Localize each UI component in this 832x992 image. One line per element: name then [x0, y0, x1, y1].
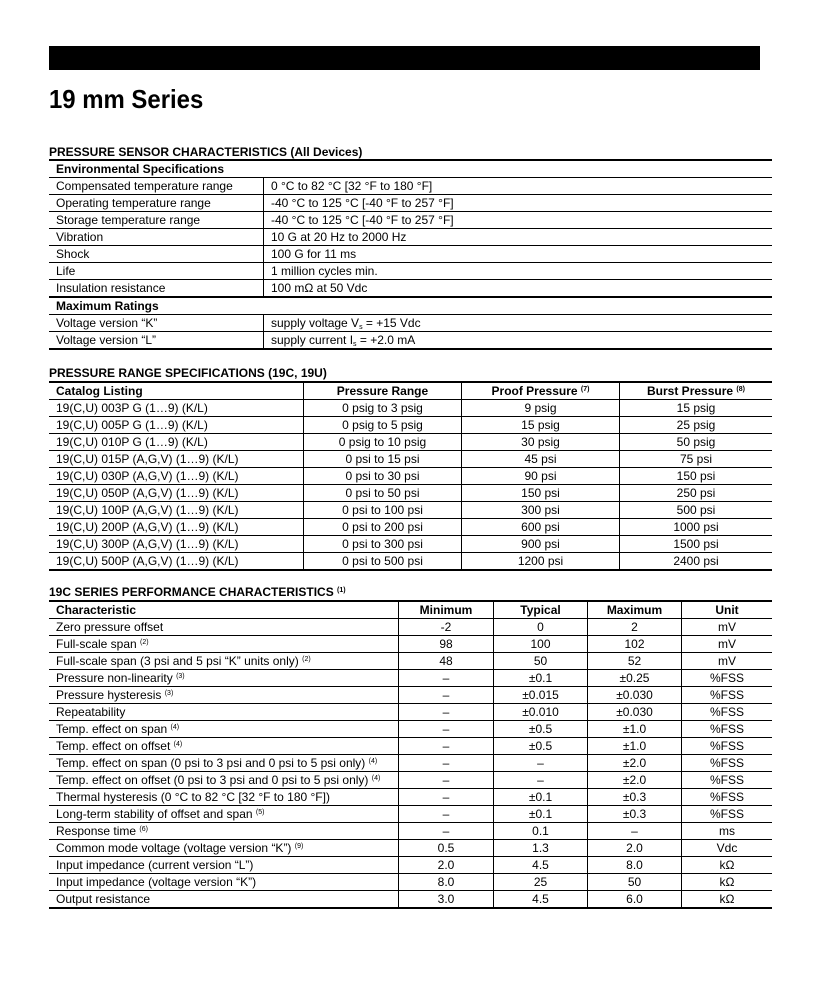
range-cell: 0 psi to 200 psi: [304, 519, 462, 536]
characteristic-cell: [49, 891, 399, 909]
table-row: [49, 891, 772, 909]
table-row: [49, 502, 772, 519]
performance-table: [49, 600, 772, 909]
characteristic-label: Pressure non-linearity: [56, 671, 173, 685]
footnote-ref: (2): [140, 639, 149, 646]
proof-cell: 300 psi: [462, 502, 620, 519]
min-cell: –: [399, 670, 494, 687]
min-cell: –: [399, 772, 494, 789]
col-header-minimum: Minimum: [399, 601, 494, 619]
value-suffix: = +2.0 mA: [356, 333, 416, 347]
table-row: [49, 468, 772, 485]
typ-cell: ±0.1: [494, 670, 588, 687]
characteristic-label: Full-scale span (3 psi and 5 psi “K” units only): [56, 654, 299, 668]
value-prefix: supply current I: [271, 333, 354, 347]
table-row: [49, 451, 772, 468]
table-row: [49, 400, 772, 417]
unit-cell: mV: [682, 636, 773, 653]
min-cell: –: [399, 806, 494, 823]
catalog-cell: 19(C,U) 015P (A,G,V) (1…9) (K/L): [49, 451, 304, 468]
footnote-ref: (2): [302, 656, 311, 663]
table-header-row: [49, 382, 772, 400]
characteristic-cell: [49, 840, 399, 857]
min-cell: 0.5: [399, 840, 494, 857]
characteristic-cell: [49, 738, 399, 755]
typ-cell: ±0.1: [494, 789, 588, 806]
max-cell: ±0.030: [588, 704, 682, 721]
typ-cell: 0.1: [494, 823, 588, 840]
spec-label: Life: [49, 263, 264, 280]
table-row: [49, 857, 772, 874]
table-row: [49, 670, 772, 687]
col-header-maximum: Maximum: [588, 601, 682, 619]
section-title-sensor-characteristics: PRESSURE SENSOR CHARACTERISTICS (All Devices): [49, 145, 363, 159]
characteristic-label: Temp. effect on offset: [56, 739, 171, 753]
sensor-characteristics-table: [49, 159, 772, 350]
col-header-range: Pressure Range: [304, 382, 462, 400]
footnote-ref: (5): [255, 809, 265, 816]
characteristic-label: Output resistance: [56, 892, 151, 906]
footnote-ref: (3): [176, 673, 185, 680]
max-cell: –: [588, 823, 682, 840]
footnote-ref: (3): [164, 690, 174, 697]
value-prefix: supply voltage V: [271, 316, 360, 330]
min-cell: 2.0: [399, 857, 494, 874]
spec-label: Storage temperature range: [49, 212, 264, 229]
proof-cell: 600 psi: [462, 519, 620, 536]
min-cell: 3.0: [399, 891, 494, 909]
spec-label: Voltage version “L”: [49, 332, 264, 350]
characteristic-label: Response time: [56, 824, 137, 838]
max-cell: ±2.0: [588, 772, 682, 789]
unit-cell: ms: [682, 823, 773, 840]
max-cell: ±0.25: [588, 670, 682, 687]
unit-cell: %FSS: [682, 755, 773, 772]
characteristic-cell: [49, 772, 399, 789]
table-row: [49, 417, 772, 434]
burst-cell: 15 psig: [620, 400, 773, 417]
col-header-typical: Typical: [494, 601, 588, 619]
min-cell: –: [399, 823, 494, 840]
characteristic-cell: [49, 874, 399, 891]
range-cell: 0 psig to 10 psig: [304, 434, 462, 451]
typ-cell: ±0.015: [494, 687, 588, 704]
spec-value: 100 G for 11 ms: [264, 246, 773, 263]
table-row: [49, 212, 772, 229]
catalog-cell: 19(C,U) 100P (A,G,V) (1…9) (K/L): [49, 502, 304, 519]
unit-cell: kΩ: [682, 857, 773, 874]
catalog-cell: 19(C,U) 200P (A,G,V) (1…9) (K/L): [49, 519, 304, 536]
max-cell: 52: [588, 653, 682, 670]
catalog-cell: 19(C,U) 003P G (1…9) (K/L): [49, 400, 304, 417]
table-row: [49, 536, 772, 553]
characteristic-cell: [49, 823, 399, 840]
unit-cell: %FSS: [682, 687, 773, 704]
unit-cell: %FSS: [682, 738, 773, 755]
table-row: [49, 789, 772, 806]
table-row: [49, 246, 772, 263]
footnote-ref: (4): [173, 741, 183, 748]
burst-cell: 2400 psi: [673, 554, 719, 568]
table-row: [49, 823, 772, 840]
col-header-unit: Unit: [682, 601, 773, 619]
characteristic-cell: [49, 619, 399, 636]
characteristic-label: Temp. effect on span (0 psi to 3 psi and 0 psi to 5 psi only): [56, 756, 366, 770]
typ-cell: ±0.010: [494, 704, 588, 721]
value-subscript: s: [353, 341, 357, 348]
table-row: [49, 874, 772, 891]
table-row: [49, 772, 772, 789]
min-cell: –: [399, 721, 494, 738]
table-row: [49, 195, 772, 212]
spec-value: -40 °C to 125 °C [-40 °F to 257 °F]: [264, 195, 773, 212]
unit-cell: %FSS: [682, 806, 773, 823]
proof-cell: 30 psig: [462, 434, 620, 451]
col-header-catalog: Catalog Listing: [49, 382, 304, 400]
max-cell: ±0.3: [588, 806, 682, 823]
spec-value: 100 mΩ at 50 Vdc: [264, 280, 773, 298]
typ-cell: –: [494, 772, 588, 789]
max-cell: ±1.0: [588, 738, 682, 755]
characteristic-label: Repeatability: [56, 705, 126, 719]
max-cell: 8.0: [588, 857, 682, 874]
catalog-cell: 19(C,U) 005P G (1…9) (K/L): [49, 417, 304, 434]
pressure-range-table: [49, 381, 772, 571]
section-title-performance: 19C SERIES PERFORMANCE CHARACTERISTICS $^{(1)}$: [49, 585, 346, 599]
unit-cell: %FSS: [682, 670, 773, 687]
table-row: [49, 485, 772, 502]
section-title-pressure-range: PRESSURE RANGE SPECIFICATIONS (19C, 19U): [49, 366, 327, 380]
header-bar: [49, 46, 760, 70]
typ-cell: 1.3: [494, 840, 588, 857]
proof-cell: 90 psi: [462, 468, 620, 485]
max-cell: ±2.0: [588, 755, 682, 772]
typ-cell: ±0.1: [494, 806, 588, 823]
footnote-ref: (4): [371, 775, 381, 782]
catalog-cell: 19(C,U) 300P (A,G,V) (1…9) (K/L): [49, 536, 304, 553]
proof-cell: 15 psig: [462, 417, 620, 434]
min-cell: 8.0: [399, 874, 494, 891]
max-cell: ±0.3: [588, 789, 682, 806]
proof-cell: 1200 psi: [462, 553, 620, 571]
group-heading: Maximum Ratings: [49, 297, 772, 315]
characteristic-cell: [49, 806, 399, 823]
proof-cell: 150 psi: [462, 485, 620, 502]
unit-cell: mV: [682, 619, 773, 636]
table-row: [49, 315, 772, 332]
footnote-ref: (9): [294, 843, 304, 850]
unit-cell: %FSS: [682, 772, 773, 789]
spec-value: [264, 315, 773, 332]
characteristic-cell: [49, 857, 399, 874]
spec-label: Vibration: [49, 229, 264, 246]
min-cell: –: [399, 789, 494, 806]
characteristic-label: Input impedance (current version “L”): [56, 858, 254, 872]
unit-cell: kΩ: [719, 892, 735, 906]
characteristic-cell: [49, 670, 399, 687]
max-ratings-heading-row: [49, 297, 772, 315]
typ-cell: 50: [494, 653, 588, 670]
typ-cell: 25: [494, 874, 588, 891]
range-cell: 0 psi to 300 psi: [304, 536, 462, 553]
table-row: [49, 806, 772, 823]
proof-cell: 900 psi: [462, 536, 620, 553]
typ-cell: 0: [494, 619, 588, 636]
proof-cell: 45 psi: [462, 451, 620, 468]
spec-label: Operating temperature range: [49, 195, 264, 212]
spec-label: Insulation resistance: [49, 280, 264, 298]
max-cell: 102: [588, 636, 682, 653]
table-row: [49, 263, 772, 280]
characteristic-label: Common mode voltage (voltage version “K”): [56, 841, 292, 855]
table-row: [49, 704, 772, 721]
range-cell: 0 psi to 100 psi: [304, 502, 462, 519]
footnote-ref: (4): [368, 758, 378, 765]
table-row: [49, 653, 772, 670]
characteristic-label: Temp. effect on span: [56, 722, 168, 736]
table-row: [49, 755, 772, 772]
burst-cell: 1500 psi: [620, 536, 773, 553]
min-cell: –: [399, 738, 494, 755]
characteristic-cell: [49, 653, 399, 670]
env-heading-row: [49, 160, 772, 178]
table-row: [49, 721, 772, 738]
footnote-ref: (4): [170, 724, 180, 731]
catalog-cell: 19(C,U) 050P (A,G,V) (1…9) (K/L): [49, 485, 304, 502]
characteristic-cell: [49, 721, 399, 738]
catalog-cell: 19(C,U) 010P G (1…9) (K/L): [49, 434, 304, 451]
burst-cell: 250 psi: [620, 485, 773, 502]
typ-cell: 4.5: [494, 891, 588, 909]
table-row: [49, 687, 772, 704]
characteristic-label: Full-scale span: [56, 637, 137, 651]
characteristic-label: Temp. effect on offset (0 psi to 3 psi and 0 psi to 5 psi only): [56, 773, 369, 787]
table-row: [49, 332, 772, 350]
burst-cell: 25 psig: [620, 417, 773, 434]
page-title: 19 mm Series: [49, 84, 204, 114]
unit-cell: %FSS: [682, 721, 773, 738]
min-cell: -2: [399, 619, 494, 636]
range-cell: 0 psi to 50 psi: [304, 485, 462, 502]
table-row: [49, 636, 772, 653]
range-cell: 0 psi to 15 psi: [304, 451, 462, 468]
characteristic-label: Thermal hysteresis (0 °C to 82 °C [32 °F to 180 °F]): [56, 790, 330, 804]
unit-cell: mV: [682, 653, 773, 670]
max-cell: 2: [588, 619, 682, 636]
typ-cell: –: [494, 755, 588, 772]
table-row: [49, 553, 772, 571]
characteristic-label: Pressure hysteresis: [56, 688, 162, 702]
range-cell: 0 psig to 5 psig: [304, 417, 462, 434]
typ-cell: ±0.5: [494, 721, 588, 738]
max-cell: ±0.030: [588, 687, 682, 704]
unit-cell: %FSS: [682, 704, 773, 721]
burst-cell: 500 psi: [620, 502, 773, 519]
value-subscript: s: [359, 324, 363, 331]
range-cell: 0 psi to 30 psi: [304, 468, 462, 485]
spec-value: 0 °C to 82 °C [32 °F to 180 °F]: [264, 178, 773, 195]
typ-cell: ±0.5: [494, 738, 588, 755]
proof-cell: 9 psig: [462, 400, 620, 417]
burst-cell: 1000 psi: [620, 519, 773, 536]
characteristic-cell: [49, 755, 399, 772]
characteristic-label: Zero pressure offset: [56, 620, 164, 634]
col-header-proof: Proof Pressure $^{(7)}$: [462, 382, 620, 400]
max-cell: 2.0: [588, 840, 682, 857]
typ-cell: 4.5: [494, 857, 588, 874]
characteristic-cell: [49, 687, 399, 704]
range-cell: 0 psi to 500 psi: [304, 553, 462, 571]
typ-cell: 100: [494, 636, 588, 653]
burst-cell: 50 psig: [620, 434, 773, 451]
spec-value: -40 °C to 125 °C [-40 °F to 257 °F]: [264, 212, 773, 229]
table-header-row: [49, 601, 772, 619]
value-suffix: = +15 Vdc: [362, 316, 421, 330]
characteristic-cell: [49, 789, 399, 806]
table-row: [49, 434, 772, 451]
spec-label: Compensated temperature range: [49, 178, 264, 195]
characteristic-cell: [49, 636, 399, 653]
unit-cell: Vdc: [682, 840, 773, 857]
footnote-ref: (6): [139, 826, 148, 833]
characteristic-label: Input impedance (voltage version “K”): [56, 875, 257, 889]
catalog-cell: 19(C,U) 030P (A,G,V) (1…9) (K/L): [49, 468, 304, 485]
max-cell: ±1.0: [588, 721, 682, 738]
catalog-cell: 19(C,U) 500P (A,G,V) (1…9) (K/L): [49, 553, 304, 571]
spec-value: [264, 332, 773, 350]
burst-cell: 150 psi: [620, 468, 773, 485]
table-row: [49, 840, 772, 857]
table-row: [49, 619, 772, 636]
range-cell: 0 psig to 3 psig: [304, 400, 462, 417]
characteristic-cell: [49, 704, 399, 721]
spec-value: 1 million cycles min.: [264, 263, 773, 280]
group-heading: Environmental Specifications: [49, 160, 772, 178]
min-cell: 98: [399, 636, 494, 653]
spec-label: Voltage version “K”: [49, 315, 264, 332]
min-cell: –: [399, 755, 494, 772]
table-row: [49, 519, 772, 536]
max-cell: 50: [588, 874, 682, 891]
burst-cell: 75 psi: [620, 451, 773, 468]
characteristic-label: Long-term stability of offset and span: [56, 807, 253, 821]
table-row: [49, 280, 772, 298]
table-row: [49, 738, 772, 755]
table-row: [49, 229, 772, 246]
col-header-burst: Burst Pressure $^{(8)}$: [620, 382, 773, 400]
table-row: [49, 178, 772, 195]
min-cell: –: [399, 704, 494, 721]
unit-cell: %FSS: [682, 789, 773, 806]
spec-value: 10 G at 20 Hz to 2000 Hz: [264, 229, 773, 246]
max-cell: 6.0: [588, 891, 682, 909]
spec-label: Shock: [49, 246, 264, 263]
unit-cell: kΩ: [682, 874, 773, 891]
min-cell: 48: [399, 653, 494, 670]
col-header-characteristic: Characteristic: [49, 601, 399, 619]
min-cell: –: [399, 687, 494, 704]
